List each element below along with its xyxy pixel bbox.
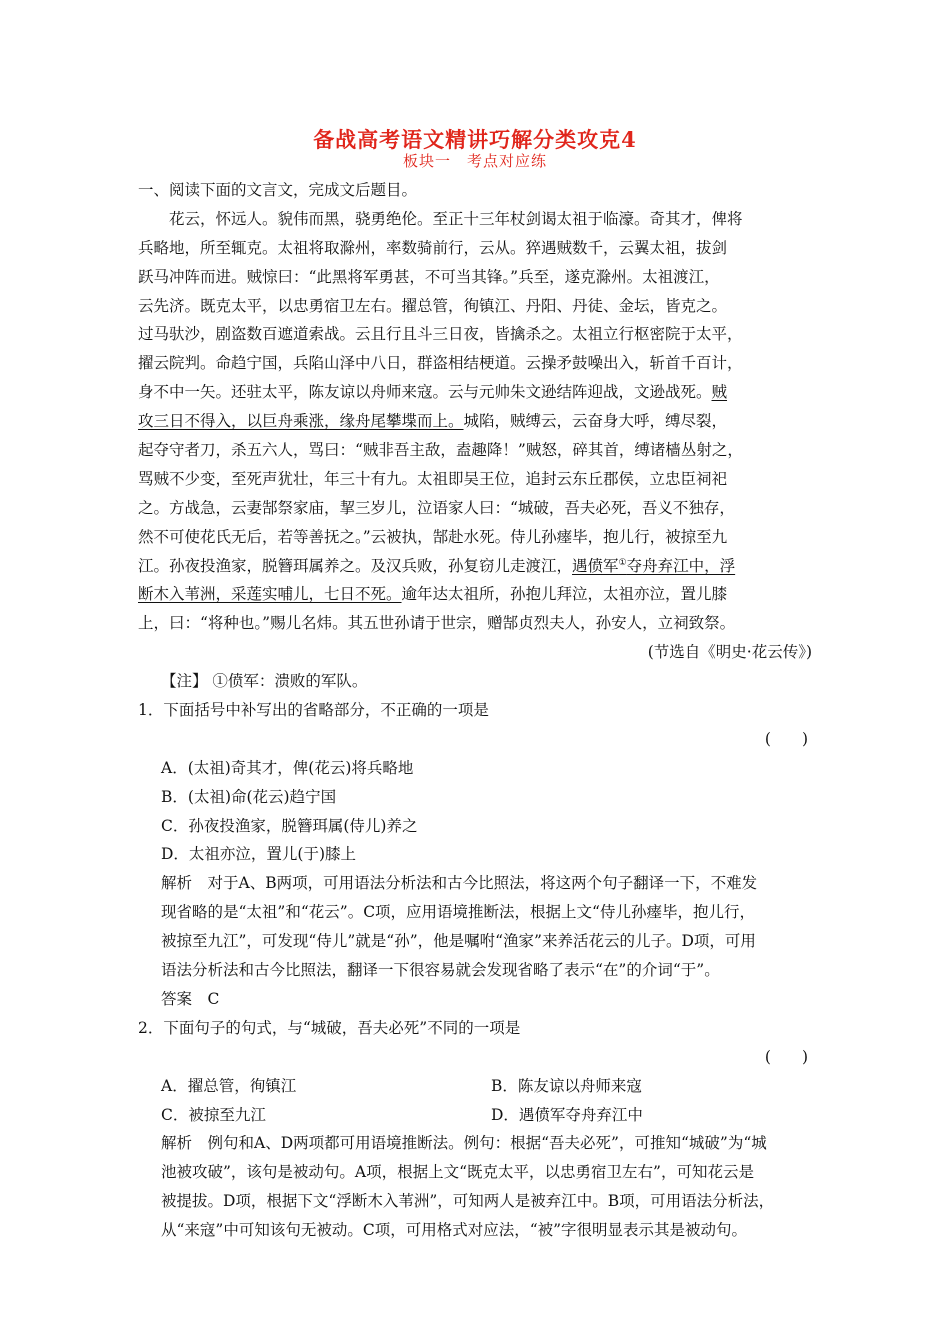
analysis-line: 现省略的是“太祖”和“花云”。C项，应用语境推断法，根据上文“侍儿孙瘗毕，抱儿行， — [161, 903, 755, 922]
question-stem: 2．下面句子的句式，与“城破，吾夫必死”不同的一项是 — [138, 1018, 521, 1037]
option-a: A．擢总管，徇镇江 — [161, 1076, 297, 1095]
passage-line — [138, 580, 822, 609]
passage-text: 江。孙夜投渔家，脱簪珥属养之。及汉兵败，孙复窃儿走渡江， — [138, 556, 573, 575]
answer-line: 答案 C — [161, 989, 220, 1008]
underlined-text: 遇偾军 — [572, 556, 619, 575]
section-heading: 一、阅读下面的文言文，完成文后题目。 — [138, 181, 418, 199]
footnote: 【注】 ①偾军：溃败的军队。 — [161, 672, 368, 691]
option-c: C．被掠至九江 — [161, 1105, 266, 1124]
analysis-line: 解析 例句和A、D两项都可用语境推断法。例句：根据“吾夫必死”，可推知“城破”为“城 — [161, 1134, 767, 1153]
underlined-sentence: 断木入苇洲，采莲实哺儿，七日不死。 — [138, 585, 402, 604]
passage-text: 身不中一矢。还驻太平，陈友谅以舟师来寇。云与元帅朱文逊结阵迎战，文逊战死。 — [138, 383, 712, 402]
passage-text: 逾年达太祖所，孙抱儿拜泣，太祖亦泣，置儿膝 — [401, 585, 728, 604]
question-1 — [138, 696, 822, 1014]
passage-line: 然不可使花氏无后，若等善抚之。”云被执，郜赴水死。侍儿孙瘗毕，抱儿行，被掠至九 — [138, 527, 728, 546]
underlined-sentence — [572, 557, 735, 575]
classical-passage — [138, 205, 822, 667]
passage-line — [138, 378, 822, 407]
passage-line — [138, 552, 822, 581]
underlined-sentence: 贼 — [711, 383, 728, 402]
question-stem: 1．下面括号中补写出的省略部分，不正确的一项是 — [138, 701, 489, 720]
analysis-line: 池被攻破”，该句是被动句。A项，根据上文“既克太平，以忠勇宿卫左右”，可知花云是 — [161, 1163, 754, 1182]
option-d: D．遇偾军夺舟弃江中 — [491, 1105, 643, 1124]
passage-line: 擢云院判。命趋宁国，兵陷山泽中八日，群盗相结梗道。云操矛鼓噪出入，斩首千百计， — [138, 354, 743, 373]
passage-line: 之。方战急，云妻郜祭家庙，挈三岁儿，泣语家人曰：“城破，吾夫必死，吾义不独存， — [138, 498, 735, 517]
option-d: D．太祖亦泣，置儿(于)膝上 — [161, 845, 357, 864]
underlined-sentence: 攻三日不得入，以巨舟乘涨，缘舟尾攀堞而上。 — [138, 412, 464, 431]
passage-line: 跃马冲阵而进。贼惊曰：“此黑将军勇甚，不可当其锋。”兵至，遂克滁州。太祖渡江， — [138, 267, 720, 286]
analysis-line: 从“来寇”中可知该句无被动。C项，可用格式对应法，“被”字很明显表示其是被动句。 — [161, 1221, 748, 1240]
passage-line: 骂贼不少变，至死声犹壮，年三十有九。太祖即吴王位，追封云东丘郡侯，立忠臣祠祀 — [138, 469, 728, 488]
option-a: A．(太祖)奇其才，俾(花云)将兵略地 — [161, 758, 414, 777]
option-row — [138, 1072, 822, 1101]
passage-line: 上，曰：“将种也。”赐儿名炜。其五世孙请于世宗，赠郜贞烈夫人，孙安人，立祠致祭。 — [138, 614, 736, 633]
question-2 — [138, 1014, 822, 1245]
passage-line: 云先济。既克太平，以忠勇宿卫左右。擢总管，徇镇江、丹阳、丹徒、金坛，皆克之。 — [138, 296, 728, 315]
document-title: 备战高考语文精讲巧解分类攻克4 — [313, 127, 637, 152]
option-b: B．陈友谅以舟师来寇 — [491, 1076, 642, 1095]
passage-text: 城陷，贼缚云，云奋身大呼，缚尽裂， — [463, 412, 728, 431]
passage-line: 兵略地，所至辄克。太祖将取滁州，率数骑前行，云从。猝遇贼数千，云翼太祖，拔剑 — [138, 238, 728, 257]
option-row — [138, 1101, 822, 1130]
passage-line: 过马驮沙，剧盗数百遮道索战。云且行且斗三日夜，皆擒杀之。太祖立行枢密院于太平， — [138, 325, 743, 344]
passage-source: (节选自《明史·花云传》) — [647, 643, 812, 662]
passage-line: 花云，怀远人。貌伟而黑，骁勇绝伦。至正十三年杖剑谒太祖于临濠。奇其才，俾将 — [138, 209, 743, 228]
analysis-line: 解析 对于A、B两项，可用语法分析法和古今比照法，将这两个句子翻译一下，不难发 — [161, 874, 758, 893]
document-subtitle: 板块一 考点对应练 — [402, 152, 547, 170]
analysis-line: 语法分析法和古今比照法，翻译一下很容易就会发现省略了表示“在”的介词“于”。 — [161, 961, 720, 980]
footnote-marker: ① — [618, 557, 627, 568]
underlined-text: 夺舟弃江中，浮 — [626, 556, 736, 575]
passage-line: 起夺守者刀，杀五六人，骂曰：“贼非吾主敌，盍趣降！”贼怒，碎其首，缚诸樯丛射之， — [138, 441, 743, 460]
answer-blank: ( ) — [764, 1047, 808, 1066]
document-body — [138, 176, 822, 1245]
analysis-line: 被掠至九江”，可发现“侍儿”就是“孙”，他是嘱咐“渔家”来养活花云的儿子。D项，可用 — [161, 932, 756, 951]
option-c: C．孙夜投渔家，脱簪珥属(侍儿)养之 — [161, 816, 418, 835]
option-b: B．(太祖)命(花云)趋宁国 — [161, 787, 337, 806]
answer-blank: ( ) — [764, 729, 808, 748]
passage-line — [138, 407, 822, 436]
analysis-line: 被提拔。D项，根据下文“浮断木入苇洲”，可知两人是被弃江中。B项，可用语法分析法， — [161, 1192, 775, 1211]
